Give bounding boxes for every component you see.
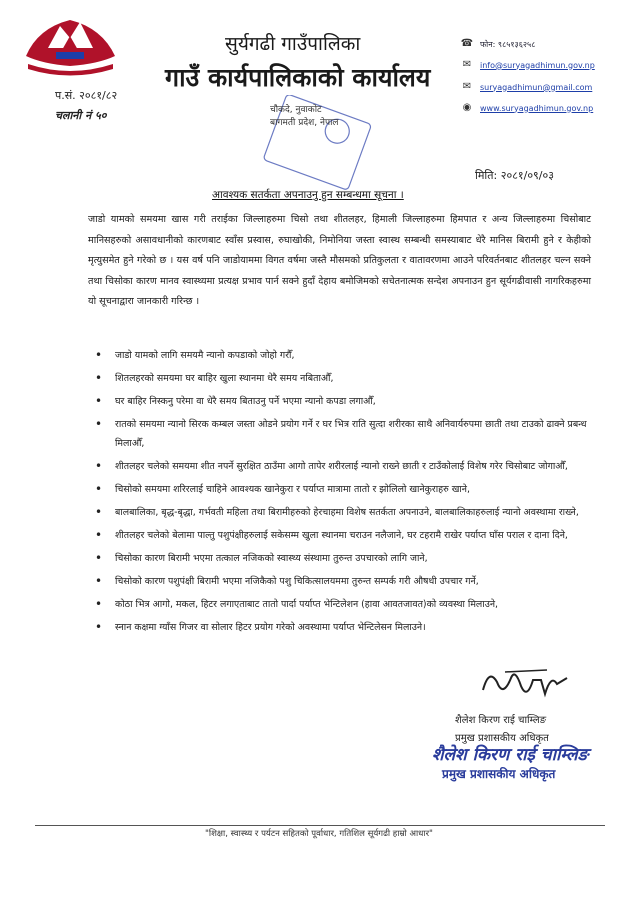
letter-date: मिति: २०८१/०९/०३ — [475, 169, 554, 182]
email-icon: ✉ — [462, 81, 472, 92]
list-item: • घर बाहिर निस्कनु परेमा वा धेरै समय बिताउनु पर्ने भएमा न्यानो कपडा लगाऔँ, — [95, 392, 595, 411]
footer-slogan: "शिक्षा, स्वास्थ्य र पर्यटन सहितको पूर्वाधार, गतिशिल सूर्यगढी हाम्रो आधार" — [205, 829, 433, 839]
signatory-title: प्रमुख प्रशासकीय अधिकृत — [455, 733, 549, 744]
handwritten-signature — [475, 660, 575, 710]
list-item: • कोठा भित्र आगो, मकल, हिटर लगाएताबाट तातो पार्दा पर्याप्त भेन्टिलेशन (हावा आवतजावत)को व्यवस्था मिलाउने, — [95, 595, 595, 614]
phone-text: फोन: ९८५१३६२५८ — [480, 39, 536, 49]
address-line-2: बागमती प्रदेश, नेपाल — [270, 118, 339, 128]
list-item: • शीतलहर चलेको समयमा शीत नपर्ने सुरक्षित ठाउँमा आगो तापेर शरीरलाई न्यानो राख्ने छाती र टाउँकोलाई विशेष गरेर चिसोबाट जोगाऔँ, — [95, 457, 595, 476]
list-item: • चिसोको समयमा शरिरलाई चाहिने आवश्यक खानेकुरा र पर्याप्त मात्रामा तातो र झोलिलो खानेकुराहरु खाने, — [95, 480, 595, 499]
list-item: • रातको समयमा न्यानो सिरक कम्बल जस्ता ओडने प्रयोग गर्ने र घर भित्र राति सुत्दा शरीरका साथै अनिवार्यरुपमा छाती तथा टाउको ढाक्ने प्रबन्ध मिलाऔँ, — [95, 415, 595, 453]
government-emblem-icon — [18, 8, 123, 78]
list-item: • शितलहरको समयमा घर बाहिर खुला स्थानमा धेरै समय नबिताऔँ, — [95, 369, 595, 388]
phone-icon: ☎ — [460, 38, 474, 49]
fiscal-year: प.सं. २०८१/८२ — [55, 89, 118, 102]
contact-email-2[interactable] — [460, 81, 592, 93]
list-item: • चिसोको कारण पशुपंक्षी बिरामी भएमा नजिकैको पशु चिकित्सालयममा तुरुन्त सम्पर्क गरी औषधी उपचार गर्ने, — [95, 572, 595, 591]
list-item: • जाडो यामको लागि समयमै न्यानो कपडाको जोहो गरौँ, — [95, 346, 595, 365]
list-item: • स्नान कक्षमा ग्याँस गिजर वा सोलार हिटर प्रयोग गरेको अवस्थामा पर्याप्त भेन्टिलेसन मिलाउने। — [95, 618, 595, 637]
stamp-title: प्रमुख प्रशासकीय अधिकृत — [442, 767, 556, 781]
stamp-name: शैलेश किरण राई चाम्लिङ — [432, 745, 589, 765]
website-link[interactable]: www.suryagadhimun.gov.np — [480, 103, 594, 113]
letter-subject: आवश्यक सतर्कता अपनाउनु हुन सम्बन्धमा सूचना । — [212, 189, 404, 201]
dispatch-number: चलानी नं ५० — [55, 109, 107, 122]
list-item: • चिसोका कारण बिरामी भएमा तत्काल नजिकको स्वास्थ्य संस्थामा तुरुन्त उपचारको लागि जाने, — [95, 549, 595, 568]
contact-email-1[interactable] — [460, 59, 595, 71]
contact-web[interactable] — [460, 102, 593, 114]
office-address — [270, 102, 339, 128]
signatory-name: शैलेश किरण राई चाम्लिङ — [455, 715, 547, 726]
email-icon: ✉ — [462, 59, 472, 70]
web-icon: ◉ — [462, 102, 472, 113]
email-link-gmail[interactable]: suryagadhimun@gmail.com — [480, 82, 593, 92]
footer-divider — [35, 825, 605, 826]
office-title: गाउँ कार्यपालिकाको कार्यालय — [165, 63, 431, 92]
list-item: • बालबालिका, बृद्ध-बृद्धा, गर्भवती महिला तथा बिरामीहरुको हेरचाहमा विशेष सतर्कता अपनाउने, बालबालिकाहरुलाई न्यानो अवस्थामा राख्ने, — [95, 503, 595, 522]
list-item: • शीतलहर चलेको बेलामा पाल्तु पशुपंक्षीहरुलाई सकेसम्म खुला स्थानमा चराउन नलैजाने, घर टहरामै राखेर पर्याप्त घाँस पराल र दाना दिने, — [95, 526, 595, 545]
contact-phone — [460, 38, 535, 50]
advisory-list — [95, 346, 595, 641]
address-line-1: चौकदे, नुवाकोट — [270, 105, 322, 115]
notice-body: जाडो यामको समयमा खास गरी तराईका जिल्लाहरुमा चिसो तथा शीतलहर, हिमाली जिल्लाहरुमा हिमपात र अन्य जिल्लाहरुमा चिसोबाट मानिसहरुको असावधानीको कारणबाट स्वाँस प्रस्वास, रुघाखोकी, निमोनिया जस्ता स्वास्थ सम्बन्धी समस्याबाट धेरै मानिस बिरामी हुने र केहीको मृत्युसमेत हुने गरेको छ । यस वर्ष पनि जाडोयाममा विगत वर्षमा जस्तै मौसमको प्रतिकुलता र वातावरणमा आउने परिवर्तनबाट शीतलहर चल्न सक्ने तथा चिसोका कारण मानव स्वास्थ्यमा प्रत्यक्ष प्रभाव पार्न सक्ने हुदाँ देहाय बमोजिमको सचेतनात्मक सन्देश अपनाउन हुन सूर्यगढीवासी नागरिकहरुमा यो सूचनाद्वारा जानकारी गरिन्छ । — [88, 214, 591, 307]
office-name: सुर्यगढी गाउँपालिका — [225, 33, 361, 55]
email-link-info[interactable]: info@suryagadhimun.gov.np — [480, 60, 595, 70]
